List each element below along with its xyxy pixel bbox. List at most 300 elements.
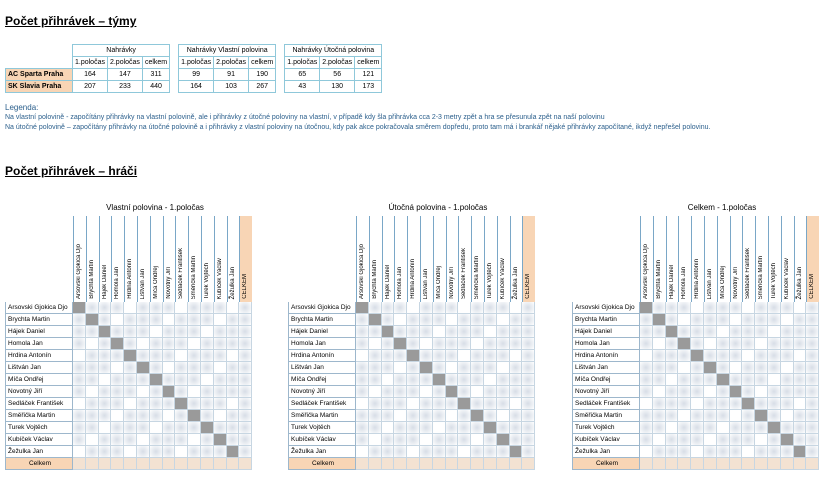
matrix-cell (86, 422, 99, 434)
diagonal-cell (214, 434, 227, 446)
row-label: Míča Ondřej (572, 374, 640, 386)
matrix-cell (781, 398, 794, 410)
matrix-cell (446, 326, 459, 338)
matrix-cell (86, 434, 99, 446)
matrix-cell (356, 410, 369, 422)
matrix-cell (163, 362, 176, 374)
matrix-cell (781, 314, 794, 326)
matrix-cell (137, 374, 150, 386)
column-header-label: Směřička Martin (474, 255, 481, 299)
row-label: Žežulka Jan (5, 446, 73, 458)
matrix-cell (201, 446, 214, 458)
matrix-cell (768, 386, 781, 398)
column-header (653, 216, 666, 302)
matrix-cell (420, 458, 433, 470)
matrix-cell (394, 326, 407, 338)
row-label: Arsovski Gjokica Djo (5, 302, 73, 314)
matrix-cell (446, 362, 459, 374)
matrix-cell (407, 458, 420, 470)
sub-header: celkem (355, 57, 382, 69)
matrix-cell (742, 458, 755, 470)
table-row (572, 434, 817, 446)
matrix-cell (124, 422, 137, 434)
matrix-cell (691, 302, 704, 314)
matrix-cell (458, 434, 471, 446)
matrix-cell (86, 350, 99, 362)
column-header (768, 216, 781, 302)
legend (5, 103, 710, 133)
matrix-cell (781, 422, 794, 434)
matrix-cell (73, 374, 86, 386)
matrix-cell (201, 350, 214, 362)
matrix-cell (653, 374, 666, 386)
matrix-cell (124, 410, 137, 422)
column-header-label: Hájek Daniel (668, 264, 675, 299)
matrix-cell (150, 362, 163, 374)
matrix-cell (420, 314, 433, 326)
table-row (288, 338, 533, 350)
row-label: Celkem (5, 458, 73, 470)
column-header (484, 216, 497, 302)
matrix-cell (730, 350, 743, 362)
matrix-cell (666, 446, 679, 458)
column-header (704, 216, 717, 302)
matrix-cell (471, 386, 484, 398)
matrix-cell (150, 314, 163, 326)
column-header-label: Hrdina Antonín (694, 259, 701, 299)
table-row (288, 434, 533, 446)
matrix-cell (111, 434, 124, 446)
matrix-cell (742, 434, 755, 446)
matrix-cell (730, 362, 743, 374)
matrix-cell (471, 350, 484, 362)
column-header-label: Brychta Martin (88, 260, 95, 299)
column-header (111, 216, 124, 302)
matrix-cell (691, 314, 704, 326)
matrix-cell (163, 398, 176, 410)
matrix-cell (407, 422, 420, 434)
column-header-label: Lištván Jan (140, 268, 146, 299)
row-label: Turek Vojtěch (5, 422, 73, 434)
matrix-cell (239, 302, 252, 314)
matrix-cell (201, 314, 214, 326)
column-header-label: Žežulka Jan (229, 266, 236, 299)
matrix-cell (369, 302, 382, 314)
matrix-cell (640, 446, 653, 458)
matrix-cell (484, 374, 497, 386)
matrix-cell (458, 386, 471, 398)
matrix-cell (111, 410, 124, 422)
matrix-cell (188, 314, 201, 326)
legend-line: Na vlastní polovině - započítány přihrávky na vlastní polovině, ale i přihrávky z útočné poloviny na vlastní, v případě kdy šla přihrávka cca 2-3 metry zpět a hra se přesunula zpět na naší polovinu (5, 114, 605, 121)
matrix-cell (458, 374, 471, 386)
matrix-cell (768, 314, 781, 326)
table-row (572, 410, 817, 422)
table-row (288, 422, 533, 434)
column-header (742, 216, 755, 302)
matrix-cell (433, 434, 446, 446)
matrix-cell (666, 374, 679, 386)
matrix-cell (666, 410, 679, 422)
matrix-cell (394, 422, 407, 434)
matrix-cell (704, 458, 717, 470)
matrix-cell (175, 446, 188, 458)
matrix-cell (806, 350, 819, 362)
matrix-cell (471, 422, 484, 434)
table-row (5, 374, 250, 386)
matrix-cell (730, 458, 743, 470)
matrix-cell (73, 434, 86, 446)
diagonal-cell (201, 422, 214, 434)
matrix-cell (99, 458, 112, 470)
matrix-cell (704, 314, 717, 326)
diagonal-cell (188, 410, 201, 422)
matrix-cell (73, 422, 86, 434)
matrix-cell (806, 374, 819, 386)
matrix-cell (369, 362, 382, 374)
matrix-cell (742, 374, 755, 386)
matrix-cell (407, 398, 420, 410)
matrix-cell (111, 302, 124, 314)
matrix-cell (188, 374, 201, 386)
matrix-cell (806, 398, 819, 410)
matrix-cell (497, 422, 510, 434)
matrix-cell (458, 446, 471, 458)
matrix-cell (239, 422, 252, 434)
matrix-cell (227, 314, 240, 326)
matrix-cell (356, 374, 369, 386)
matrix-cell (484, 314, 497, 326)
column-header (86, 216, 99, 302)
diagonal-cell (99, 326, 112, 338)
matrix-cell (111, 422, 124, 434)
matrix-cell (510, 398, 523, 410)
matrix-cell (510, 314, 523, 326)
matrix-cell (730, 410, 743, 422)
matrix-cell (522, 434, 535, 446)
matrix-cell (407, 410, 420, 422)
diagonal-cell (640, 302, 653, 314)
diagonal-cell (704, 362, 717, 374)
matrix-cell (150, 350, 163, 362)
table-row (288, 362, 533, 374)
matrix-cell (201, 374, 214, 386)
total-row (288, 458, 533, 470)
matrix-cell (356, 350, 369, 362)
column-header-label: Novotný Jiří (448, 267, 455, 299)
matrix-cell (175, 302, 188, 314)
matrix-cell (704, 302, 717, 314)
teams-table (5, 44, 382, 93)
column-header-label: Sedláček František (461, 247, 468, 299)
matrix-cell (394, 362, 407, 374)
matrix-cell (407, 302, 420, 314)
matrix-cell (446, 398, 459, 410)
column-header (407, 216, 420, 302)
matrix-cell (794, 362, 807, 374)
sub-header: 1.poločas (179, 57, 214, 69)
matrix-cell (471, 338, 484, 350)
diagonal-cell (497, 434, 510, 446)
row-label: Lištván Jan (5, 362, 73, 374)
matrix-cell (742, 302, 755, 314)
matrix-cell (175, 386, 188, 398)
matrix-cell (86, 326, 99, 338)
row-label: Homola Jan (572, 338, 640, 350)
matrix-cell (653, 458, 666, 470)
diagonal-cell (175, 398, 188, 410)
table-row (288, 374, 533, 386)
matrix-cell (111, 314, 124, 326)
diagonal-cell (458, 398, 471, 410)
row-label: Hájek Daniel (5, 326, 73, 338)
matrix-cell (806, 410, 819, 422)
matrix-cell (433, 326, 446, 338)
diagonal-cell (717, 374, 730, 386)
table-row (5, 398, 250, 410)
sub-header: 1.poločas (285, 57, 320, 69)
table-cell: 56 (320, 69, 355, 81)
matrix-cell (704, 422, 717, 434)
row-label: Kubíček Václav (572, 434, 640, 446)
matrix-cell (227, 302, 240, 314)
matrix-cell (458, 422, 471, 434)
matrix-cell (73, 326, 86, 338)
table-row (5, 410, 250, 422)
matrix-cell (239, 314, 252, 326)
matrix-cell (678, 326, 691, 338)
row-label: Lištván Jan (288, 362, 356, 374)
matrix-cell (755, 326, 768, 338)
matrix-cell (227, 338, 240, 350)
matrix-cell (99, 362, 112, 374)
matrix-cell (214, 338, 227, 350)
matrix-cell (124, 434, 137, 446)
column-header (666, 216, 679, 302)
matrix-cell (73, 338, 86, 350)
matrix-cell (704, 398, 717, 410)
matrix-cell (188, 446, 201, 458)
matrix-cell (640, 410, 653, 422)
matrix-cell (73, 458, 86, 470)
row-label: Kubíček Václav (5, 434, 73, 446)
matrix-cell (768, 410, 781, 422)
matrix-cell (458, 338, 471, 350)
matrix-cell (704, 410, 717, 422)
column-header-label: Lištván Jan (707, 268, 713, 299)
matrix-cell (510, 302, 523, 314)
table-row (288, 326, 533, 338)
matrix-cell (433, 398, 446, 410)
column-header-label: Sedláček František (745, 247, 752, 299)
matrix-cell (239, 350, 252, 362)
matrix-cell (640, 338, 653, 350)
table-row (572, 374, 817, 386)
diagonal-cell (394, 338, 407, 350)
table-row (572, 326, 817, 338)
table-row (6, 69, 382, 81)
column-header-label: Novotný Jiří (732, 267, 739, 299)
heading-teams: Počet přihrávek – týmy (5, 14, 137, 28)
matrix-cell (730, 302, 743, 314)
matrix-cell (717, 422, 730, 434)
matrix-cell (691, 434, 704, 446)
matrix-cell (124, 326, 137, 338)
row-label: Míča Ondřej (288, 374, 356, 386)
matrix-cell (214, 458, 227, 470)
matrix-cell (175, 374, 188, 386)
column-header-label: Míča Ondřej (152, 266, 159, 299)
matrix-cell (111, 362, 124, 374)
matrix-cell (446, 422, 459, 434)
matrix-cell (188, 362, 201, 374)
matrix-cell (137, 398, 150, 410)
matrix-cell (73, 314, 86, 326)
matrix-cell (510, 410, 523, 422)
matrix-cell (382, 458, 395, 470)
matrix-cell (137, 410, 150, 422)
matrix-cell (175, 422, 188, 434)
table-row (5, 326, 250, 338)
row-label: Hrdina Antonín (572, 350, 640, 362)
matrix-cell (806, 422, 819, 434)
matrix-cell (214, 374, 227, 386)
matrix-cell (227, 386, 240, 398)
matrix-cell (214, 314, 227, 326)
diagonal-cell (768, 422, 781, 434)
column-header (458, 216, 471, 302)
matrix-cell (666, 350, 679, 362)
matrix-cell (407, 338, 420, 350)
matrix-cell (653, 446, 666, 458)
matrix-cell (111, 446, 124, 458)
column-header (640, 216, 653, 302)
matrix-cell (201, 434, 214, 446)
matrix-cell (137, 458, 150, 470)
matrix-cell (484, 458, 497, 470)
matrix-cell (382, 338, 395, 350)
matrix-cell (755, 422, 768, 434)
matrix-cell (433, 446, 446, 458)
matrix-cell (227, 410, 240, 422)
column-header-label: Míča Ondřej (435, 266, 442, 299)
matrix-cell (356, 326, 369, 338)
matrix-cell (742, 326, 755, 338)
matrix-cell (755, 338, 768, 350)
table-row (288, 398, 533, 410)
row-label: Sedláček František (5, 398, 73, 410)
matrix-cell (510, 374, 523, 386)
matrix-cell (522, 350, 535, 362)
column-header (678, 216, 691, 302)
diagonal-cell (446, 386, 459, 398)
matrix-cell (730, 314, 743, 326)
matrix-cell (640, 326, 653, 338)
row-label: Hrdina Antonín (5, 350, 73, 362)
matrix-cell (214, 350, 227, 362)
matrix-cell (150, 458, 163, 470)
diagonal-cell (407, 350, 420, 362)
matrix-cell (742, 410, 755, 422)
matrix-cell (691, 410, 704, 422)
matrix-cell (653, 338, 666, 350)
matrix-cell (394, 350, 407, 362)
matrix-cell (678, 350, 691, 362)
matrix-cell (99, 386, 112, 398)
matrix-cell (369, 410, 382, 422)
diagonal-cell (382, 326, 395, 338)
row-label: Turek Vojtěch (288, 422, 356, 434)
column-header-label: Turek Vojtěch (204, 262, 210, 299)
column-header (730, 216, 743, 302)
matrix-cell (175, 326, 188, 338)
table-row (572, 338, 817, 350)
diagonal-cell (678, 338, 691, 350)
row-label: Novotný Jiří (572, 386, 640, 398)
matrix-cell (137, 386, 150, 398)
matrix-cell (484, 302, 497, 314)
table-row (6, 81, 382, 93)
matrix-cell (806, 446, 819, 458)
table-row (572, 314, 817, 326)
matrix-cell (407, 326, 420, 338)
matrix-cell (175, 410, 188, 422)
matrix-cell (420, 326, 433, 338)
matrix-cell (497, 410, 510, 422)
matrix-cell (653, 410, 666, 422)
matrix-cell (742, 350, 755, 362)
matrix-cell (111, 326, 124, 338)
matrix-cell (420, 350, 433, 362)
matrix-cell (124, 314, 137, 326)
row-label: Směřička Martin (572, 410, 640, 422)
matrix-cell (163, 458, 176, 470)
matrix-cell (369, 446, 382, 458)
matrix-cell (730, 326, 743, 338)
matrix-cell (356, 314, 369, 326)
column-header-label: CELKEM (809, 274, 816, 299)
row-label: Směřička Martin (5, 410, 73, 422)
matrix-cell (704, 350, 717, 362)
matrix-cell (188, 350, 201, 362)
row-label: Arsovski Gjokica Djo (288, 302, 356, 314)
matrix-cell (420, 422, 433, 434)
total-row (572, 458, 817, 470)
diagonal-cell (484, 422, 497, 434)
column-header (356, 216, 369, 302)
table-row (5, 446, 250, 458)
matrix-cell (653, 386, 666, 398)
matrix-cell (666, 422, 679, 434)
matrix-cell (666, 338, 679, 350)
matrix-cell (806, 326, 819, 338)
column-header-label: Hájek Daniel (384, 264, 391, 299)
matrix-cell (188, 434, 201, 446)
matrix-cell (227, 458, 240, 470)
matrix-cell (781, 374, 794, 386)
matrix-cell (433, 314, 446, 326)
matrix-cell (666, 398, 679, 410)
row-label: Směřička Martin (288, 410, 356, 422)
row-label: Kubíček Václav (288, 434, 356, 446)
table-cell: 164 (73, 69, 108, 81)
matrix-cell (458, 362, 471, 374)
matrix-cell (653, 398, 666, 410)
row-label: Homola Jan (288, 338, 356, 350)
matrix-cell (691, 386, 704, 398)
matrix-cell (227, 362, 240, 374)
matrix-cell (794, 386, 807, 398)
